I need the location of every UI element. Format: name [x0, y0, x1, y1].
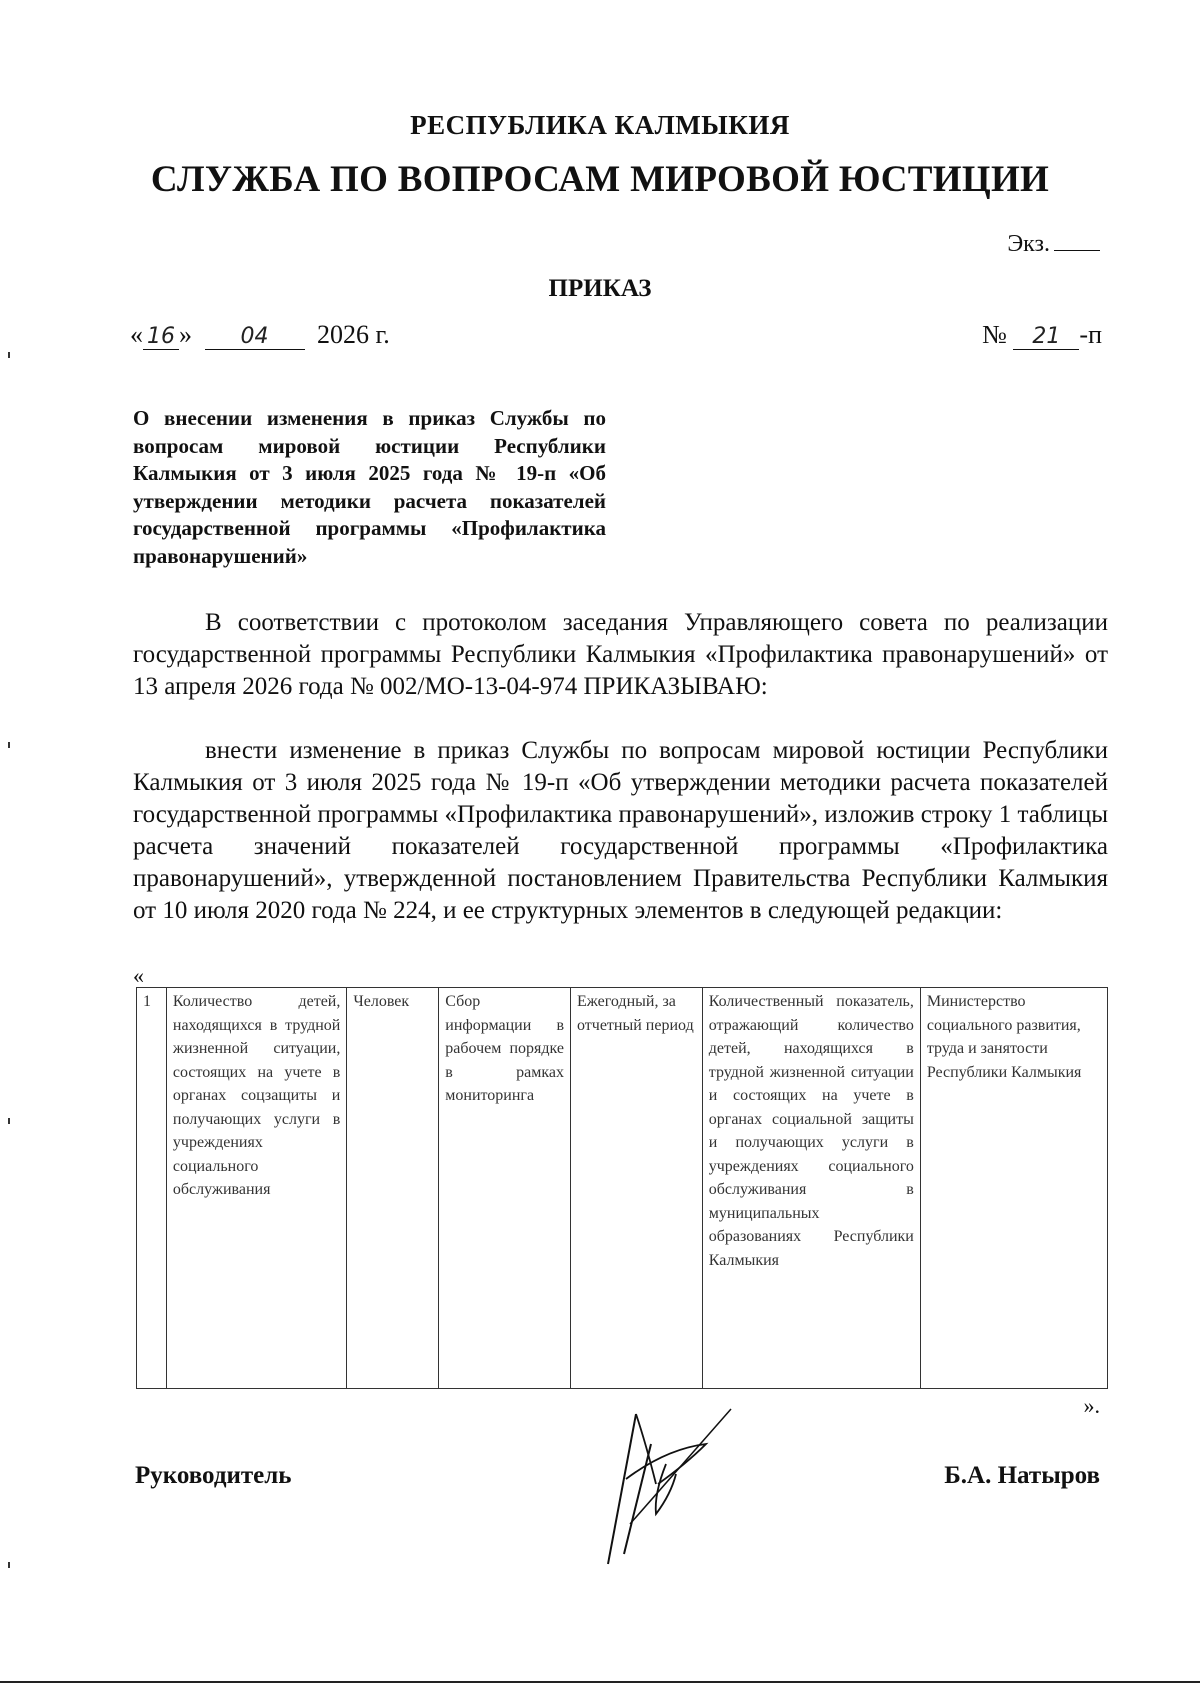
date-month: 04 [205, 324, 305, 350]
copy-label: Экз. [1007, 231, 1050, 257]
body-paragraph-1: В соответствии с протоколом заседания Управляющего совета по реализации государственной программы Республики Калмыкия «Профилактика правонарушений» от 13 апреля 2026 года № 002/МО-13-04-974 ПРИКАЗЫВАЮ: [133, 609, 1108, 700]
date-day: 16 [143, 324, 179, 350]
copy-blank [1054, 230, 1100, 251]
table-cell-indicator: Количество детей, находящихся в трудной жизненной ситуации, состоящих на учете в органах соцзащиты и получающих услуги в учреждениях социального обслуживания [166, 988, 346, 1389]
body-paragraph-2: внести изменение в приказ Службы по вопросам мировой юстиции Республики Калмыкия от 3 июля 2025 года № 19-п «Об утверждении методики расчета показателей государственной программы «Профилактика правонарушений», изложив строку 1 таблицы расчета значений показателей государственной программы «Профилактика правонарушений», утвержденной постановлением Правительства Республики Калмыкия от 10 июля 2020 года № 224, и ее структурных элементов в следующей редакции: [133, 737, 1108, 924]
table-cell-number: 1 [137, 988, 167, 1389]
date-year: 2026 г. [317, 320, 390, 349]
signer-position: Руководитель [135, 1462, 292, 1489]
scan-bottom-edge [0, 1681, 1200, 1683]
republic-heading: РЕСПУБЛИКА КАЛМЫКИЯ [410, 110, 790, 140]
copy-number [1007, 230, 1100, 258]
indicator-table [136, 987, 1108, 1389]
table-cell-period: Ежегодный, за отчетный период [571, 988, 703, 1389]
order-number [982, 320, 1102, 350]
date-quote-close: » [179, 320, 192, 349]
service-heading: СЛУЖБА ПО ВОПРОСАМ МИРОВОЙ ЮСТИЦИИ [150, 159, 1050, 200]
number-value: 21 [1013, 324, 1079, 350]
number-label: № [982, 320, 1007, 349]
date-quote-open: « [130, 320, 143, 349]
table-cell-responsible: Министерство социального развития, труда и занятости Республики Калмыкия [920, 988, 1107, 1389]
table-quote-open: « [133, 963, 144, 988]
scan-mark [8, 1562, 10, 1568]
scan-mark [8, 1118, 10, 1124]
order-subject: О внесении изменения в приказ Службы по вопросам мировой юстиции Республики Калмыкия от 3 июля 2025 года № 19-п «Об утверждении методики расчета показателей государственной программы «Профилактика правонарушений» [133, 406, 606, 568]
table-cell-collection-method: Сбор информации в рабочем порядке в рамках мониторинга [439, 988, 571, 1389]
number-suffix: -п [1079, 320, 1102, 349]
scan-mark [8, 742, 10, 748]
table-quote-close: ». [1083, 1393, 1100, 1418]
table-cell-description: Количественный показатель, отражающий количество детей, находящихся в трудной жизненной ситуации и состоящих на учете в органах социальной защиты и получающих услуги в учреждениях социального обслуживания в муниципальных образованиях Республики Калмыкия [702, 988, 920, 1389]
scan-mark [8, 352, 10, 358]
order-title: ПРИКАЗ [548, 275, 652, 302]
table-row [137, 988, 1108, 1389]
signer-name: Б.А. Натыров [944, 1462, 1100, 1489]
handwritten-signature [596, 1404, 736, 1574]
order-date [130, 320, 390, 350]
table-cell-unit: Человек [347, 988, 439, 1389]
